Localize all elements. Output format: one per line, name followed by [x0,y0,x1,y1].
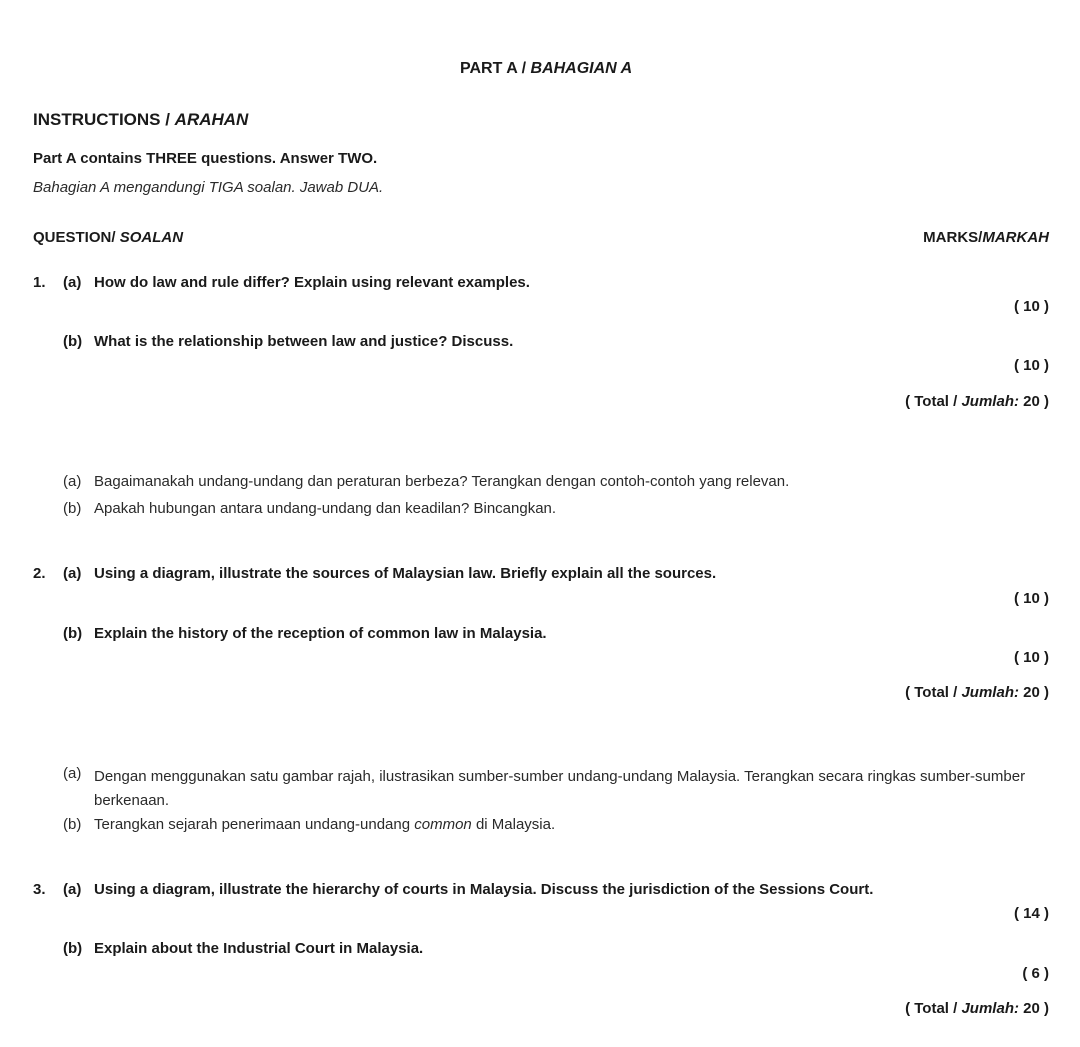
total-italic: Jumlah: [961,1000,1019,1017]
part-label: (b) [63,333,83,350]
translation-text-italic: common [414,816,472,833]
part-label: (b) [63,625,83,642]
marks-value: ( 10 ) [1013,649,1049,666]
part-label: (a) [63,274,82,291]
translation-label: (b) [63,816,82,833]
part-title [460,60,632,78]
part-title-italic: BAHAGIAN A [530,60,633,77]
translation-label: (a) [63,765,82,782]
translation-text: Bagaimanakah undang-undang dan peraturan berbeza? Terangkan dengan contoh-contoh yang relevan. [94,473,790,490]
instruction-english: Part A contains THREE questions. Answer TWO. [33,150,378,167]
total-marks [905,393,1049,410]
question-text: Using a diagram, illustrate the hierarchy of courts in Malaysia. Discuss the jurisdiction of the Sessions Court. [94,881,874,898]
total-prefix: ( Total / [905,684,962,701]
instructions-heading-text: INSTRUCTIONS / [33,110,175,129]
part-label: (b) [63,940,83,957]
translation-label: (b) [63,500,82,517]
total-prefix: ( Total / [905,1000,962,1017]
instruction-malay: Bahagian A mengandungi TIGA soalan. Jawab DUA. [33,179,384,196]
total-marks [905,684,1049,701]
instructions-heading [33,110,248,130]
column-question-italic: SOALAN [119,229,184,246]
column-question-text: QUESTION/ [33,229,120,246]
question-number: 2. [33,565,46,582]
total-suffix: 20 ) [1018,1000,1049,1017]
marks-value: ( 14 ) [1013,905,1049,922]
translation-text [94,816,555,833]
translation-text: Apakah hubungan antara undang-undang dan keadilan? Bincangkan. [94,500,557,517]
total-italic: Jumlah: [961,393,1019,410]
question-text: Using a diagram, illustrate the sources of Malaysian law. Briefly explain all the sources. [94,565,717,582]
question-number: 1. [33,274,46,291]
question-text: Explain the history of the reception of common law in Malaysia. [94,625,547,642]
question-text: Explain about the Industrial Court in Malaysia. [94,940,424,957]
translation-text: Dengan menggunakan satu gambar rajah, ilustrasikan sumber-sumber undang-undang Malaysia. Terangkan secara ringkas sumber-sumber berkenaan. [94,768,1026,809]
translation-label: (a) [63,473,82,490]
column-question-header [33,229,183,246]
part-label: (a) [63,565,82,582]
translation-text-before: Terangkan sejarah penerimaan undang-undang [94,816,415,833]
question-text: What is the relationship between law and justice? Discuss. [94,333,514,350]
column-marks-header [923,229,1049,246]
marks-value: ( 10 ) [1013,590,1049,607]
total-suffix: 20 ) [1018,684,1049,701]
marks-value: ( 10 ) [1013,298,1049,315]
total-marks [905,1000,1049,1017]
instructions-heading-italic: ARAHAN [174,110,249,129]
column-marks-text: MARKS/ [923,229,983,246]
marks-value: ( 10 ) [1013,357,1049,374]
translation-text-after: di Malaysia. [471,816,556,833]
part-label: (a) [63,881,82,898]
column-marks-italic: MARKAH [982,229,1049,246]
total-italic: Jumlah: [961,684,1019,701]
part-title-text: PART A / [460,60,531,77]
question-number: 3. [33,881,46,898]
total-prefix: ( Total / [905,393,962,410]
question-text: How do law and rule differ? Explain using relevant examples. [94,274,530,291]
total-suffix: 20 ) [1018,393,1049,410]
marks-value: ( 6 ) [1022,965,1049,982]
